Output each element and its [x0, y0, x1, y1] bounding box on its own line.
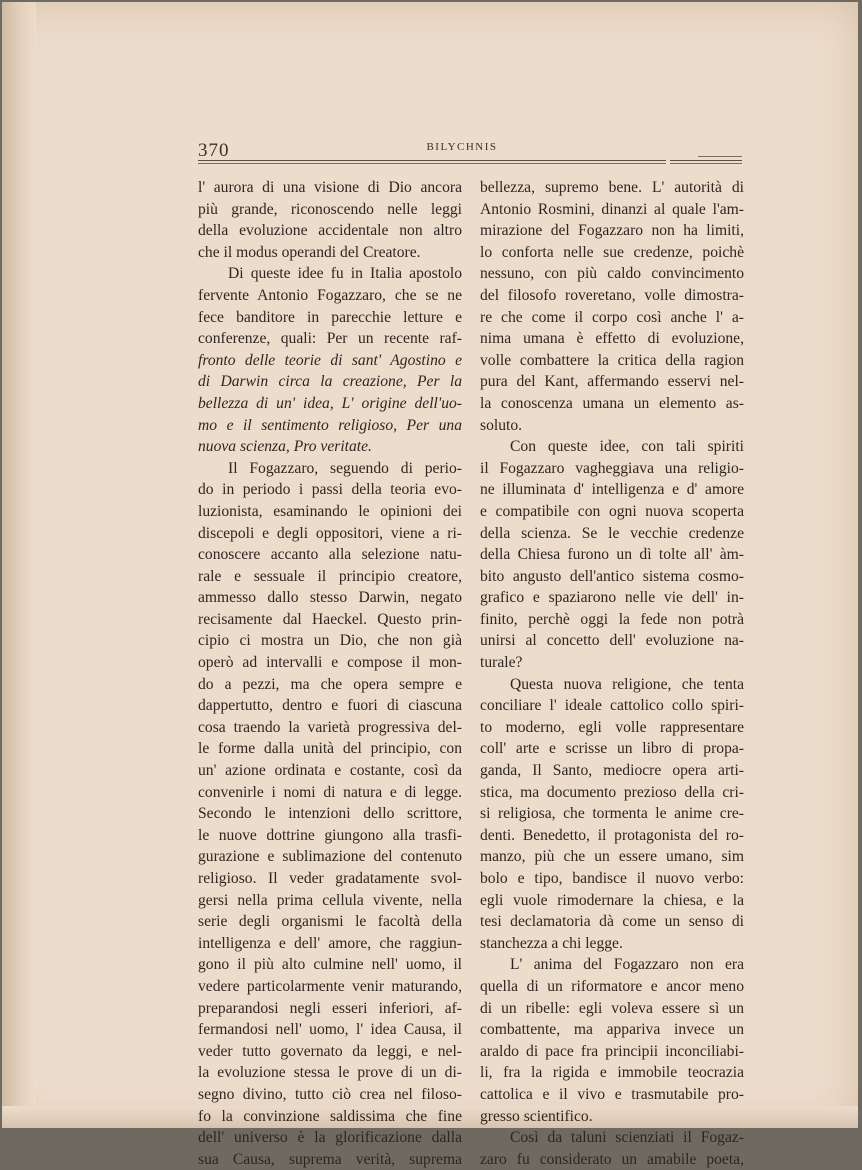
- text-line: nima umana è effetto di evoluzione,: [480, 330, 744, 348]
- text-line: recisamente dal Haeckel. Questo prin-: [198, 610, 462, 628]
- text-line: segno divino, tutto ciò crea nel filoso-: [198, 1085, 462, 1103]
- text-line: gurazione e sublimazione del contenuto: [198, 848, 462, 866]
- text-line: religioso. Il veder gradatamente svol-: [198, 870, 462, 887]
- text-line: L' anima del Fogazzaro non era: [510, 956, 744, 974]
- header-rule: [198, 160, 666, 161]
- page-edge-left: [2, 2, 36, 1128]
- text-column-right: [480, 177, 744, 1170]
- text-line: conoscere accanto alla selezione natu-: [198, 546, 462, 564]
- text-line: rale e sessuale il principio creatore,: [198, 567, 462, 585]
- text-line: e compatibile con ogni nuova scoperta: [480, 502, 744, 520]
- text-line: bolo e tipo, bandisce il nuovo verbo:: [480, 870, 744, 887]
- text-line: che il modus operandi del Creatore.: [198, 243, 421, 261]
- text-line: conciliare l' ideale cattolico collo spiri-: [480, 697, 744, 715]
- text-line: lo conforta nelle sue credenze, poichè: [480, 243, 744, 261]
- header-rule: [670, 160, 742, 161]
- text-line: operò ad intervalli e compose il mon-: [198, 654, 462, 672]
- text-line: gersi nella prima cellula vivente, nella: [198, 891, 462, 909]
- text-line: più grande, riconoscendo nelle leggi: [198, 200, 462, 218]
- page-number: 370: [198, 140, 230, 161]
- text-line: stica, ma documento prezioso della cri-: [480, 783, 744, 801]
- text-line: Secondo le intenzioni dello scrittore,: [198, 805, 462, 823]
- text-line: la conoscenza umana un elemento as-: [480, 394, 744, 412]
- text-line: il Fogazzaro vagheggiava una religio-: [480, 459, 744, 477]
- text-line: ganda, Il Santo, mediocre opera arti-: [480, 762, 744, 780]
- text-line: denti. Benedetto, il protagonista del ro-: [480, 826, 744, 844]
- text-line: di Darwin circa la creazione, Per la: [198, 373, 462, 391]
- text-line: fece banditore in parecchie letture e: [198, 308, 462, 326]
- text-line: cosa traendo la varietà progressiva del-: [198, 718, 462, 736]
- text-column-left: [198, 177, 462, 1170]
- text-line: intelligenza e dell' amore, che raggiun-: [198, 934, 462, 952]
- text-line: serie degli organismi le facoltà della: [198, 913, 462, 931]
- text-line: la evoluzione stessa le prove di un di-: [198, 1064, 462, 1082]
- text-line: ammesso dallo stesso Darwin, negato: [198, 589, 462, 607]
- text-line: l' aurora di una visione di Dio ancora: [198, 179, 462, 196]
- text-line: fermandosi nell' uomo, l' idea Causa, il: [198, 1021, 462, 1039]
- text-line: conferenze, quali: Per un recente raf-: [198, 330, 462, 348]
- text-line: Antonio Rosmini, dinanzi al quale l'am-: [480, 200, 744, 218]
- text-line: pura del Kant, affermando esservi nel-: [480, 373, 744, 391]
- text-line: ne illuminata d' intelligenza e d' amore: [480, 481, 744, 499]
- text-line: bellezza, supremo bene. L' autorità di: [480, 179, 744, 196]
- text-line: bito angusto dell'antico sistema cosmo-: [480, 567, 744, 585]
- text-line: Così da taluni scienziati il Fogaz-: [510, 1129, 744, 1147]
- text-line: Il Fogazzaro, seguendo di perio-: [228, 459, 462, 477]
- text-line: fronto delle teorie di sant' Agostino e: [198, 351, 462, 369]
- header-rule: [698, 156, 742, 157]
- text-line: quella di un riformatore e ancor meno: [480, 977, 744, 995]
- text-line: araldo di pace fra principii inconciliabi-: [480, 1042, 744, 1060]
- text-line: fo la convinzione saldissima che fine: [198, 1107, 462, 1125]
- text-line: le forme dalla unità del principio, con: [198, 740, 462, 758]
- text-line: dappertutto, dentro e fuori di ciascuna: [198, 697, 462, 715]
- running-title: BILYCHNIS: [426, 141, 498, 153]
- header-rule: [198, 163, 666, 164]
- text-line: dell' universo è la glorificazione dalla: [198, 1129, 462, 1147]
- text-line: preparandosi negli esseri inferiori, af-: [198, 999, 462, 1017]
- text-line: di un ribelle: egli voleva essere sì un: [480, 999, 744, 1017]
- text-line: finito, perchè oggi la fede non potrà: [480, 610, 744, 628]
- text-line: Con queste idee, con tali spiriti: [510, 438, 744, 456]
- text-line: to moderno, egli volle rappresentare: [480, 718, 744, 736]
- text-line: sua Causa, suprema verità, suprema: [198, 1150, 462, 1168]
- text-line: manzo, più che un essere umano, sim: [480, 848, 744, 866]
- text-line: volle combattere la critica della ragion: [480, 351, 744, 369]
- text-line: un' azione ordinata e costante, così da: [198, 762, 462, 780]
- book-page: [2, 2, 858, 1168]
- text-line: soluto.: [480, 416, 523, 434]
- text-line: zaro fu considerato un amabile poeta,: [480, 1150, 744, 1168]
- text-line: nuova scienza, Pro veritate.: [198, 438, 372, 456]
- text-line: convenirle i nomi di natura e di legge.: [198, 783, 462, 801]
- text-line: della scienza. Se le vecchie credenze: [480, 524, 744, 542]
- text-line: combattente, ma appariva invece un: [480, 1021, 744, 1039]
- text-line: cipio ci mostra un Dio, che non già: [198, 632, 462, 650]
- text-line: bellezza di un' idea, L' origine dell'uo-: [198, 394, 462, 412]
- text-line: discepoli e degli oppositori, viene a ri-: [198, 524, 462, 542]
- text-line: mirazione del Fogazzaro non ha limiti,: [480, 222, 744, 240]
- text-line: tesi declamatoria dà come un senso di: [480, 913, 744, 931]
- text-line: coll' arte e scrisse un libro di propa-: [480, 740, 744, 758]
- text-line: cattolica e il vivo e trasmutabile pro-: [480, 1085, 744, 1103]
- text-line: li, fra la rigida e immobile teocrazia: [480, 1064, 744, 1082]
- text-line: gono il più alto culmine nell' uomo, il: [198, 956, 462, 974]
- text-line: mo e il sentimento religioso, Per una: [198, 416, 462, 434]
- text-line: della evoluzione accidentale non altro: [198, 222, 462, 240]
- text-line: fervente Antonio Fogazzaro, che se ne: [198, 286, 462, 304]
- text-line: do in periodo i passi della teoria evo-: [198, 481, 462, 499]
- text-line: luzionista, esaminando le opinioni dei: [198, 502, 462, 520]
- text-line: Questa nuova religione, che tenta: [510, 675, 744, 693]
- text-line: Di queste idee fu in Italia apostolo: [228, 265, 462, 283]
- text-line: le nuove dottrine giungono alla trasfi-: [198, 826, 462, 844]
- text-line: re che come il corpo così anche l' a-: [480, 308, 744, 326]
- text-line: vedere particolarmente venir maturando,: [198, 977, 462, 995]
- text-line: della Chiesa furono un dì tolte all' àm-: [480, 546, 744, 564]
- text-line: stanchezza a chi legge.: [480, 934, 623, 952]
- text-line: grafico e spaziarono nelle vie dell' in-: [480, 589, 744, 607]
- text-line: do a pezzi, ma che opera sempre e: [198, 675, 462, 693]
- text-line: egli vuole rimodernare la chiesa, e la: [480, 891, 744, 909]
- text-line: gresso scientifico.: [480, 1107, 593, 1125]
- header-rule: [670, 163, 742, 164]
- text-line: nessuno, con più caldo convincimento: [480, 265, 744, 283]
- text-line: turale?: [480, 654, 523, 672]
- text-line: veder tutto governato da leggi, e nel-: [198, 1042, 462, 1060]
- text-line: del filosofo roveretano, volle dimostra-: [480, 286, 744, 304]
- text-line: si religiosa, che tormenta le anime cre-: [480, 805, 744, 823]
- text-line: unirsi al concetto dell' evoluzione na-: [480, 632, 744, 650]
